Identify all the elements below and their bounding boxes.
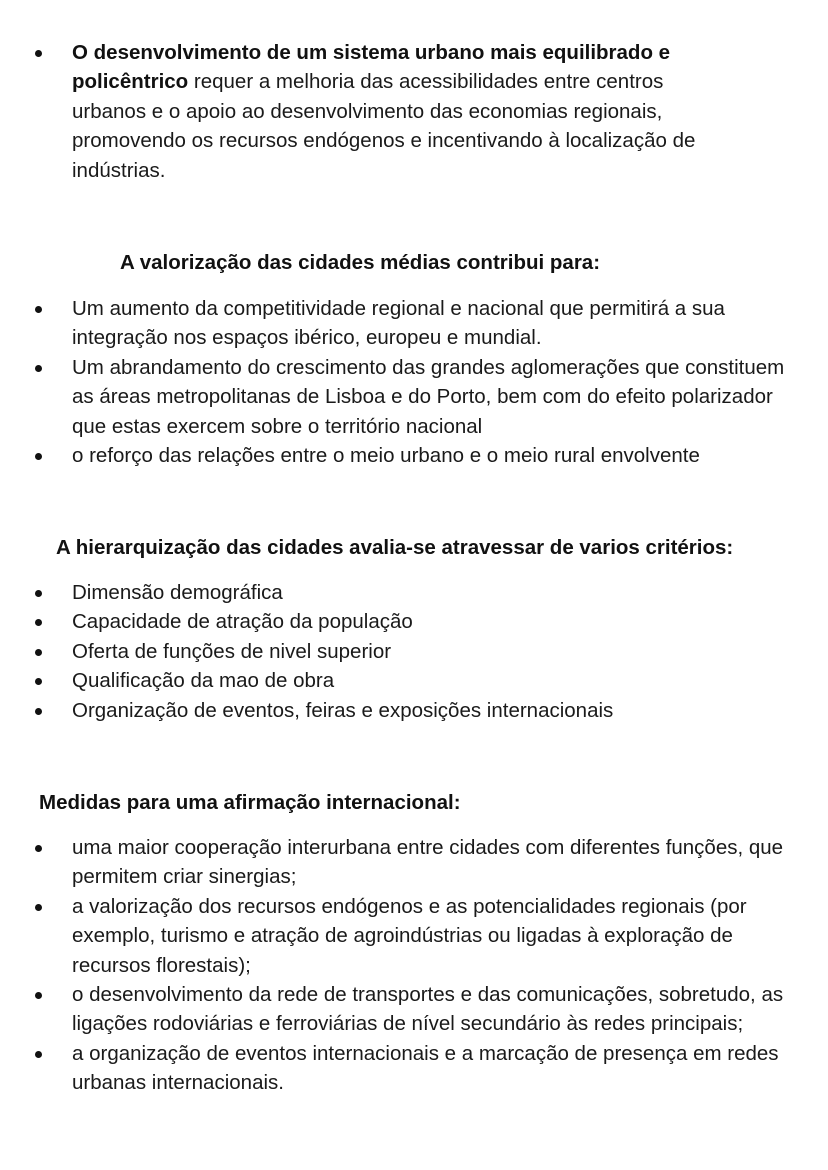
list-item: Organização de eventos, feiras e exposições internacionais: [51, 696, 791, 725]
intro-list: [51, 38, 731, 185]
list-item: o reforço das relações entre o meio urbano e o meio rural envolvente: [51, 441, 811, 470]
section-heading-medidas: Medidas para uma afirmação internacional:: [39, 791, 461, 814]
section-heading-cidades-medias: A valorização das cidades médias contribui para:: [120, 251, 601, 274]
list-item: a valorização dos recursos endógenos e as potencialidades regionais (por exemplo, turismo e atração de agroindústrias ou ligadas à exploração de recursos florestais);: [51, 892, 791, 980]
list-item: o desenvolvimento da rede de transportes e das comunicações, sobretudo, as ligações rodoviárias e ferroviárias de nível secundário às redes principais;: [51, 980, 791, 1039]
section-heading-hierarquizacao: A hierarquização das cidades avalia-se atravessar de varios critérios:: [56, 536, 734, 559]
list-item: Oferta de funções de nivel superior: [51, 637, 791, 666]
list-item: Qualificação da mao de obra: [51, 666, 791, 695]
medidas-list: [51, 833, 791, 1098]
list-item: Um aumento da competitividade regional e nacional que permitirá a sua integração nos espaços ibérico, europeu e mundial.: [51, 294, 811, 353]
intro-bold-text: O desenvolvimento de um sistema urbano mais equilibrado e policêntrico: [72, 41, 671, 94]
intro-item: [51, 38, 731, 185]
list-item: uma maior cooperação interurbana entre cidades com diferentes funções, que permitem criar sinergias;: [51, 833, 791, 892]
list-item: Um abrandamento do crescimento das grandes aglomerações que constituem as áreas metropolitanas de Lisboa e do Porto, bem com do efeito polarizador que estas exercem sobre o território nacional: [51, 353, 811, 441]
intro-rest-text: requer a melhoria das acessibilidades entre centros urbanos e o apoio ao desenvolvimento das economias regionais, promovendo os recursos endógenos e incentivando à localização de indústrias.: [72, 70, 696, 182]
cidades-medias-list: [51, 294, 811, 470]
list-item: a organização de eventos internacionais e a marcação de presença em redes urbanas internacionais.: [51, 1039, 791, 1098]
list-item: Dimensão demográfica: [51, 578, 791, 607]
criterios-list: [51, 578, 791, 725]
list-item: Capacidade de atração da população: [51, 607, 791, 636]
